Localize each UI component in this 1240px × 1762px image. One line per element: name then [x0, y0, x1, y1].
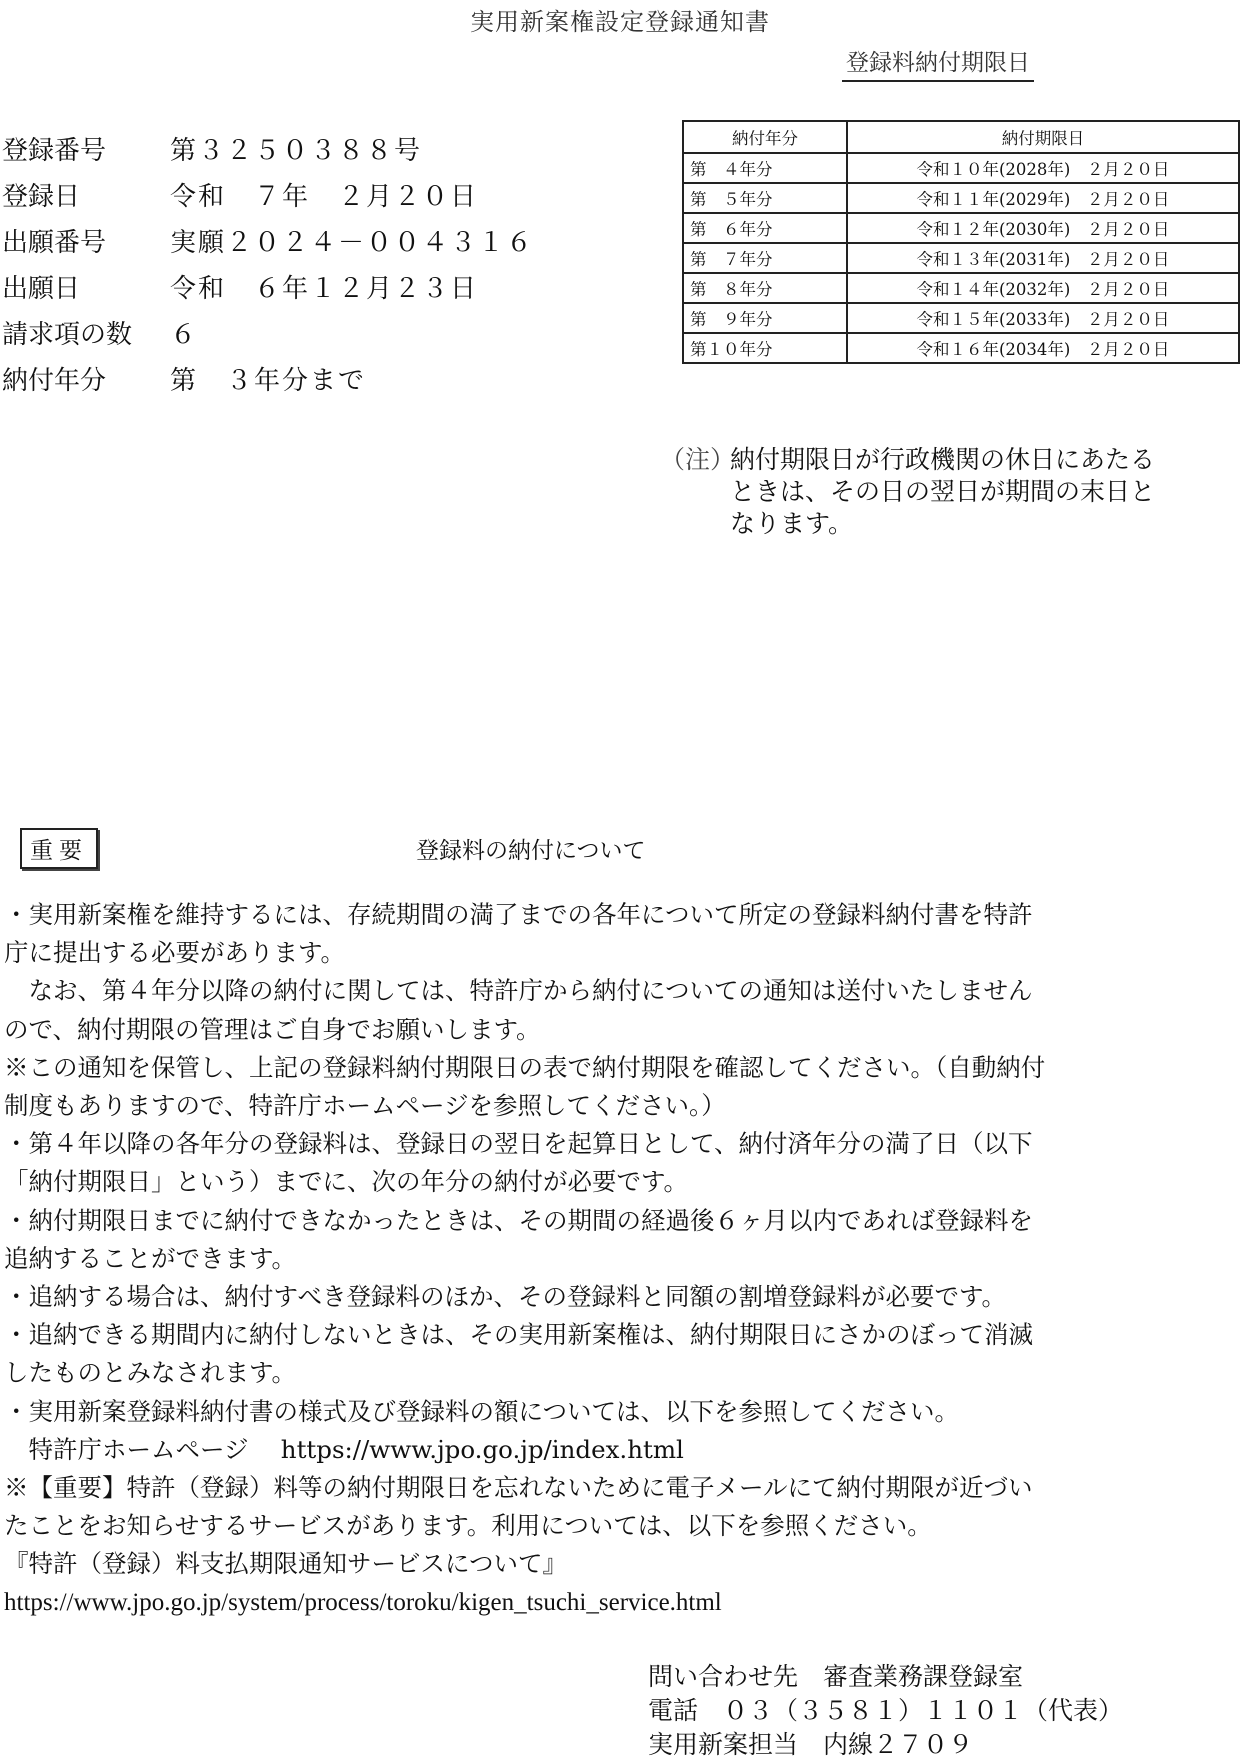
fee-table-header-year: 納付年分: [683, 121, 847, 153]
registration-info: [2, 128, 534, 404]
fee-deadline-cell: 令和１４年(2032年) ２月２０日: [847, 273, 1239, 303]
fee-deadline-cell: 令和１０年(2028年) ２月２０日: [847, 153, 1239, 183]
instruction-line: ※この通知を保管し、上記の登録料納付期限日の表で納付期限を確認してください。（自動納付: [4, 1052, 1046, 1082]
contact-extension: 実用新案担当 内線２７０９: [648, 1730, 974, 1759]
info-label: 請求項の数: [2, 320, 133, 350]
instruction-line: ・実用新案登録料納付書の様式及び登録料の額については、以下を参照してください。: [4, 1396, 960, 1426]
info-row: [2, 266, 534, 312]
fee-deadline-cell: 令和１５年(2033年) ２月２０日: [847, 303, 1239, 333]
fee-deadline-cell: 令和１３年(2031年) ２月２０日: [847, 243, 1239, 273]
fee-deadline-cell: 令和１６年(2034年) ２月２０日: [847, 333, 1239, 363]
fee-table-header-row: [683, 121, 1239, 153]
note-text: 納付期限日が行政機関の休日にあたる ときは、その日の翌日が期間の末日と なります。: [730, 445, 1156, 538]
fee-table-row: [683, 273, 1239, 303]
info-row: [2, 358, 534, 404]
instruction-line: ・実用新案権を維持するには、存続期間の満了までの各年について所定の登録料納付書を特許: [4, 900, 1033, 929]
info-value: 令和 ７年 ２月２０日: [170, 182, 479, 212]
info-row: [2, 220, 534, 266]
document-title: 実用新案権設定登録通知書: [470, 8, 770, 36]
contact-phone: 電話 ０３（３５８１）１１０１（代表）: [648, 1696, 1124, 1725]
fee-year-cell: 第 ８年分: [683, 273, 847, 303]
instruction-line: ・第４年以降の各年分の登録料は、登録日の翌日を起算日として、納付済年分の満了日（以下: [4, 1129, 1033, 1159]
instruction-line: 庁に提出する必要があります。: [4, 938, 346, 968]
instruction-line: ので、納付期限の管理はご自身でお願いします。: [4, 1014, 541, 1044]
info-row: [2, 174, 534, 220]
info-label: 登録番号: [2, 136, 107, 166]
fee-year-cell: 第 ６年分: [683, 213, 847, 243]
info-value: 実願２０２４－００４３１６: [170, 228, 535, 258]
fee-year-cell: 第 ４年分: [683, 153, 847, 183]
contact-department: 問い合わせ先 審査業務課登録室: [648, 1662, 1024, 1691]
fee-deadline-cell: 令和１１年(2029年) ２月２０日: [847, 183, 1239, 213]
instruction-line: ・追納する場合は、納付すべき登録料のほか、その登録料と同額の割増登録料が必要です。: [4, 1282, 1007, 1312]
deadline-table-heading: 登録料納付期限日: [842, 44, 1034, 82]
contact-info: [648, 1660, 1123, 1762]
fee-table-row: [683, 243, 1239, 273]
instruction-line: 制度もありますので、特許庁ホームページを参照してください。）: [4, 1091, 726, 1121]
info-label: 出願日: [2, 274, 81, 304]
instruction-line: 『特許（登録）料支払期限通知サービスについて』: [4, 1549, 568, 1579]
note-label: （注）: [660, 445, 736, 474]
fee-deadline-table: [682, 120, 1240, 364]
info-row: [2, 128, 534, 174]
instruction-line: なお、第４年分以降の納付に関しては、特許庁から納付についての通知は送付いたしません: [4, 976, 1033, 1006]
fee-table-row: [683, 213, 1239, 243]
info-label: 納付年分: [2, 366, 107, 396]
fee-year-cell: 第 ７年分: [683, 243, 847, 273]
info-value: 令和 ６年１２月２３日: [170, 274, 479, 304]
fee-table-header-date: 納付期限日: [847, 121, 1239, 153]
fee-year-cell: 第 ５年分: [683, 183, 847, 213]
instruction-line: ・追納できる期間内に納付しないときは、その実用新案権は、納付期限日にさかのぼって消滅: [4, 1320, 1033, 1350]
info-value: 第３２５０３８８号: [170, 136, 423, 166]
info-row: [2, 312, 534, 358]
important-badge: 重要: [20, 828, 98, 869]
info-label: 出願番号: [2, 228, 107, 258]
payment-instructions: [4, 896, 1224, 1622]
info-value: ６: [170, 320, 199, 350]
instruction-line: ・納付期限日までに納付できなかったときは、その期間の経過後６ヶ月以内であれば登録料を: [4, 1205, 1033, 1235]
info-value: 第 ３年分まで: [170, 366, 367, 396]
fee-table-row: [683, 153, 1239, 183]
instruction-line: 「納付期限日」という）までに、次の年分の納付が必要です。: [4, 1167, 689, 1197]
fee-table-row: [683, 303, 1239, 333]
payment-section-title: 登録料の納付について: [416, 838, 646, 864]
instruction-line: 特許庁ホームページ https://www.jpo.go.jp/index.html: [4, 1434, 684, 1464]
instruction-line: ※【重要】特許（登録）料等の納付期限日を忘れないために電子メールにて納付期限が近づい: [4, 1473, 1033, 1503]
instruction-line: 追納することができます。: [4, 1243, 297, 1273]
service-url-link[interactable]: https://www.jpo.go.jp/system/process/toroku/kigen_tsuchi_service.html: [4, 1588, 722, 1616]
fee-year-cell: 第１０年分: [683, 333, 847, 363]
fee-deadline-cell: 令和１２年(2030年) ２月２０日: [847, 213, 1239, 243]
instruction-line: たことをお知らせするサービスがあります。利用については、以下を参照ください。: [4, 1511, 932, 1541]
fee-table-row: [683, 183, 1239, 213]
info-label: 登録日: [2, 182, 81, 212]
fee-year-cell: 第 ９年分: [683, 303, 847, 333]
instruction-line: したものとみなされます。: [4, 1358, 297, 1388]
fee-table-row: [683, 333, 1239, 363]
